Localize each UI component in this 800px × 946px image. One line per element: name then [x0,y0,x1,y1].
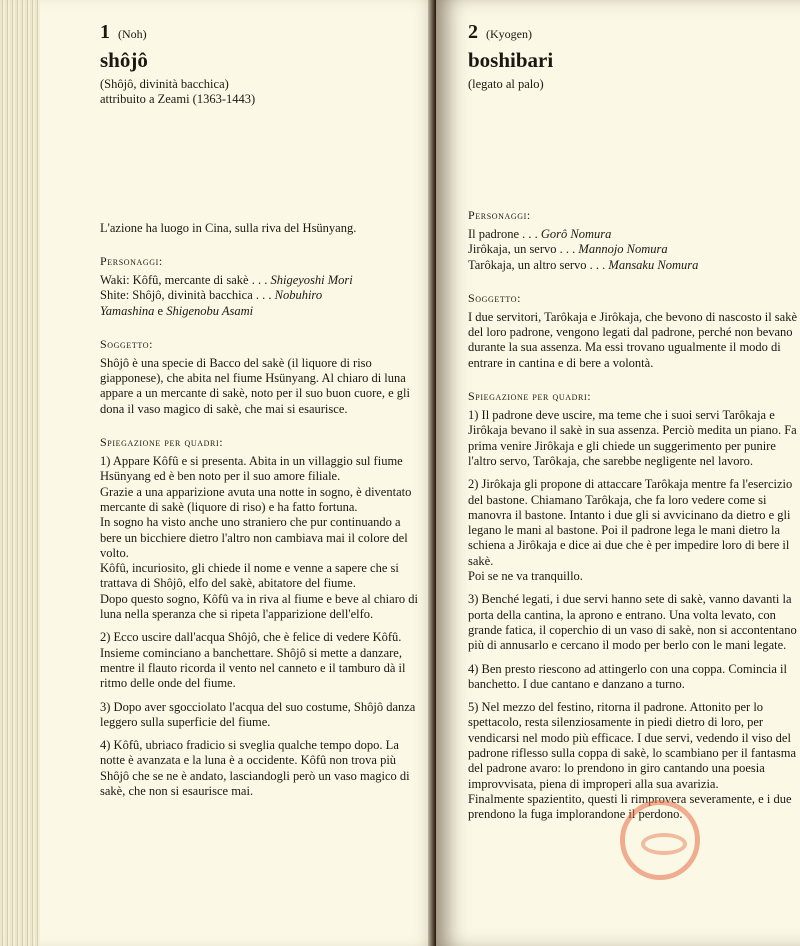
cast-line [468,258,798,273]
cast-line [468,227,798,242]
cast-line [100,273,422,288]
cast-list [468,227,798,273]
play-heading [468,22,798,42]
quadro-line: 4) Kôfû, ubriaco fradicio si sveglia qualche tempo dopo. La notte è avanzata e la luna è a occidente. Kôfû non trova più Shôjô che se ne è andato, lasciandogli però un vaso magico di sakè, che non si esaurisce mai. [100,738,410,799]
right-page-content [468,22,798,831]
quadro-line: In sogno ha visto anche uno straniero che pur continuando a bere un bicchiere dietro l'altro non cambiava mai il colore del volto. [100,515,408,560]
play-number: 1 [100,21,110,43]
cast-actor: Nobuhiro [274,288,323,303]
quadro-line: 2) Jirôkaja gli propone di attaccare Tarôkaja mentre fa l'esercizio del bastone. Chiamano Tarôkaja, che fa loro vedere come si manovra il bastone. Intanto i due gli si avvicinano da dietro e gli legano le mani al bastone. Poi il padrone lega le mani dietro la schiena a Jirôkaja e dice ai due che è per impedire loro di bere il sakè. [468,477,793,568]
play-subtitle: (Shôjô, divinità bacchica) [100,77,229,91]
quadro-line: Grazie a una apparizione avuta una notte in sogno, è diventato mercante di sakè (liquore di riso) e ha fatto fortuna. [100,484,412,514]
quadro-line: Dopo questo sogno, Kôfû va in riva al fiume e beve al chiaro di luna nella speranza che si ripeta l'apparizione dell'elfo. [100,591,418,622]
soggetto-text: Shôjô è una specie di Bacco del sakè (il liquore di riso giapponese), che abita nel fiume Hsünyang. Al chiaro di luna appare a un mercante di sakè, noto per il suo buon cuore, e gli dona il vaso magico di sakè, che mai si esaurisce. [100,355,410,416]
quadro-line: 1) Appare Kôfû e si presenta. Abita in un villaggio sul fiume Hsünyang ed è ben noto per il suo amore filiale. [100,454,403,484]
quadro-paragraph [468,592,798,653]
quadro-line: 4) Ben presto riescono ad attingerlo con una coppa. Comincia il banchetto. I due cantano e danzano a turno. [468,661,788,691]
cast-conjunction: e [154,303,167,318]
cast-actor: Mannojo Nomura [578,242,668,257]
soggetto-text: I due servitori, Tarôkaja e Jirôkaja, che bevono di nascosto il sakè del loro padrone, vengono legati dal padrone, perché non bevano durante la sua assenza. Ma essi trovano ugualmente il modo di entrare in cantina e di bere a volontà. [468,309,797,370]
quadro-line: Kôfû, incuriosito, gli chiede il nome e venne a sapere che si trattava di Shôjô, elfo del sakè, abitatore del fiume. [100,561,399,591]
cast-actor: Shigenobu Asami [166,303,254,318]
play-attribution: attribuito a Zeami (1363-1443) [100,92,256,106]
page-edges [0,0,40,946]
personaggi-label: Personaggi: [100,254,163,268]
right-page [436,0,800,946]
cast-line [100,288,422,303]
play-heading [100,22,422,42]
quadro-line: 5) Nel mezzo del festino, ritorna il padrone. Attonito per lo spettacolo, resta silenziosamente in piedi dietro di loro, per vendicarsi nel modo più efficace. I due servi, vedendo il viso del padrone riflesso sulla coppa di sakè, lo scambiano per il fantasma del padrone avaro: lo prendono in giro cantando una poesia improvvisata, piena di improperi alla sua avarizia. [468,700,797,791]
quadro-line: 2) Ecco uscire dall'acqua Shôjô, che è felice di vedere Kôfû. Insieme cominciano a banchettare. Shôjô si mette a danzare, mentre il flauto ricorda il vento nel canneto e il tamburo dà il ritmo delle onde del fiume. [100,630,406,691]
cast-line [100,304,422,319]
quadro-paragraph [468,700,798,822]
cast-role: Jirôkaja, un servo . . . [468,242,579,257]
setting-line: L'azione ha luogo in Cina, sulla riva del Hsünyang. [100,221,357,235]
soggetto-label: Soggetto: [100,336,154,351]
spiegazione-label: Spiegazione per quadri: [100,435,224,450]
cast-role: Tarôkaja, un altro servo . . . [468,257,609,272]
play-genre: (Noh) [118,27,147,41]
quadro-line: 3) Dopo aver sgocciolato l'acqua del suo costume, Shôjô danza leggero sulla superficie del fiume. [100,699,416,729]
quadro-paragraph [468,477,798,584]
quadro-line: 1) Il padrone deve uscire, ma teme che i suoi servi Tarôkaja e Jirôkaja bevano il sakè in sua assenza. Perciò medita un piano. Fa prima venire Jirôkaja e gli chiede un suggerimento per punire l'altro servo, Tarôkaja, che sarebbe negligente nel lavoro. [468,408,797,468]
cast-role: Il padrone . . . [468,227,541,241]
personaggi-label: Personaggi: [468,208,531,222]
cast-list [100,273,422,319]
play-subtitle: (legato al palo) [468,77,544,91]
cast-actor: Gorô Nomura [540,227,612,241]
quadro-paragraph [468,408,798,469]
cast-line [468,242,798,257]
cast-role: Shite: Shôjô, divinità bacchica . . . [100,288,275,303]
quadro-line: Finalmente spazientito, questi li rimprovera severamente, e i due prendono la fuga implorandone il perdono. [468,791,792,822]
soggetto-label: Soggetto: [468,290,522,305]
cast-actor: Mansaku Nomura [608,257,699,272]
quadro-line: Poi se ne va tranquillo. [468,569,583,584]
play-genre: (Kyogen) [486,27,532,41]
play-title: shôjô [100,48,148,72]
play-number: 2 [468,21,478,43]
cast-actor: Yamashina [100,303,155,318]
quadro-paragraph [100,454,422,622]
quadro-paragraph [100,700,422,731]
left-page-content [100,22,422,807]
spiegazione-label: Spiegazione per quadri: [468,389,592,404]
quadro-line: 3) Benché legati, i due servi hanno sete di sakè, vanno davanti la porta della cantina, la aprono e entrano. Una volta levato, con grande fatica, il coperchio di un vaso di sakè, non si accontentano più di annusarlo e cercano il modo per berlo con le mani legate. [468,592,797,653]
cast-role: Waki: Kôfû, mercante di sakè . . . [100,273,271,287]
quadro-paragraph [468,662,798,693]
cast-actor: Shigeyoshi Mori [270,273,353,287]
quadro-paragraph [100,630,422,691]
quadro-paragraph [100,738,422,799]
library-stamp [620,800,700,880]
play-title: boshibari [468,48,554,72]
